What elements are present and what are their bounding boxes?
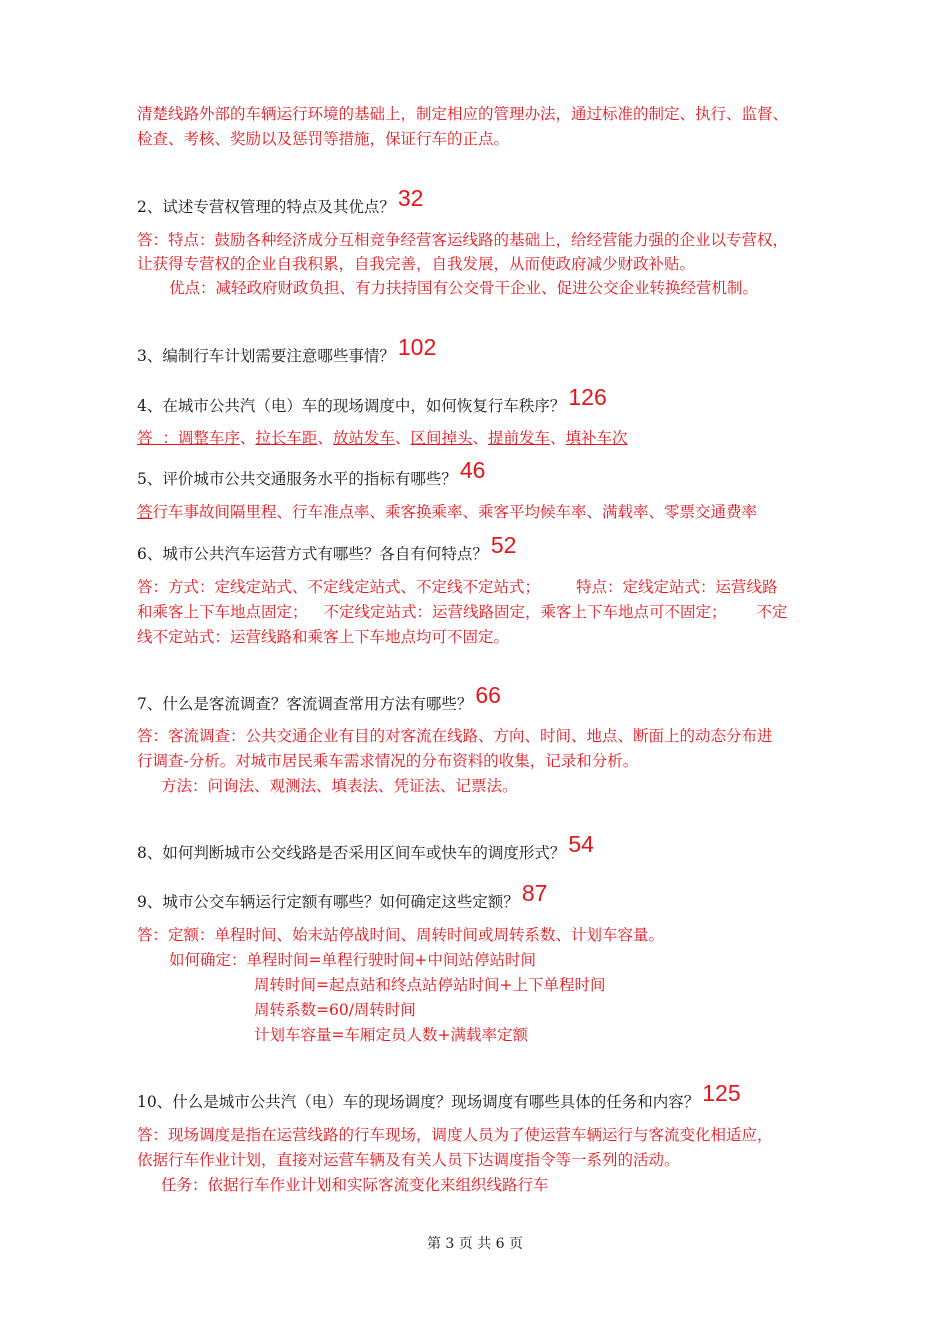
answer-4: [137, 427, 827, 449]
answer-4-item: 调整车序: [177, 429, 240, 447]
answer-4-separator: 、: [394, 429, 411, 447]
answer-4-item: 填补车次: [565, 429, 628, 447]
question-6-page-ref: 52: [490, 532, 517, 558]
answer-6-methods: 答：方式：定线定站式、不定线定站式、不定线不定站式；: [137, 578, 541, 596]
answer-6-fixed: 和乘客上下车地点固定；: [137, 603, 308, 621]
answer-6-line-1: [137, 576, 827, 598]
answer-4-item: 区间掉头: [410, 429, 473, 447]
question-10-page-ref: 125: [702, 1080, 741, 1106]
intro-line-1: 清楚线路外部的车辆运行环境的基础上，制定相应的管理办法，通过标准的制定、执行、监督、: [137, 105, 789, 123]
answer-9-line-2: 如何确定：单程时间=单程行驶时间+中间站停站时间: [169, 951, 536, 969]
answer-5: [137, 501, 827, 523]
answer-9-line-4: 周转系数=60/周转时间: [254, 1001, 416, 1019]
answer-4-separator: 、: [472, 429, 488, 447]
question-2-page-ref: 32: [397, 185, 424, 211]
answer-10-line-3: 任务：依据行车作业计划和实际客流变化来组织线路行车: [161, 1176, 549, 1194]
answer-6-line-3: 线不定站式：运营线路和乘客上下车地点均可不固定。: [137, 628, 510, 646]
intro-line-2: 检查、考核、奖励以及惩罚等措施，保证行车的正点。: [137, 130, 510, 148]
question-5-text: 5、评价城市公共交通服务水平的指标有哪些？: [137, 470, 457, 488]
answer-7-line-3: 方法：问询法、观测法、填表法、凭证法、记票法。: [161, 777, 518, 795]
answer-10-line-1: 答：现场调度是指在运营线路的行车现场，调度人员为了使运营车辆运行与客流变化相适应，: [137, 1126, 773, 1144]
question-4: [137, 384, 827, 417]
question-7-text: 7、什么是客流调查？客流调查常用方法有哪些？: [137, 695, 473, 713]
answer-7-line-1: 答：客流调查：公共交通企业有目的对客流在线路、方向、时间、地点、断面上的动态分布进: [137, 727, 773, 745]
answer-4-prefix: 答 ：: [137, 429, 178, 447]
answer-7-line-2: 行调查-分析。对城市居民乘车需求情况的分布资料的收集，记录和分析。: [137, 752, 639, 770]
answer-2-line-2: 让获得专营权的企业自我积累，自我完善，自我发展，从而使政府减少财政补贴。: [137, 255, 696, 273]
answer-4-item: 拉长车距: [255, 429, 318, 447]
answer-2-line-1: 答：特点：鼓励各种经济成分互相竞争经营客运线路的基础上，给经营能力强的企业以专营权，: [137, 231, 789, 249]
question-5-page-ref: 46: [459, 457, 486, 483]
question-7-page-ref: 66: [475, 682, 501, 708]
answer-4-separator: 、: [317, 429, 333, 447]
question-6: [137, 532, 827, 565]
answer-4-item: 放站发车: [332, 429, 395, 447]
answer-6-not-fixed-start: 不定: [756, 603, 788, 621]
question-4-page-ref: 126: [568, 384, 607, 410]
answer-6-semi-fixed: 不定线定站式：运营线路固定，乘客上下车地点可不固定；: [323, 603, 727, 621]
question-2-text: 2、试述专营权管理的特点及其优点？: [137, 198, 395, 216]
question-3-page-ref: 102: [397, 334, 437, 360]
question-3-text: 3、编制行车计划需要注意哪些事情？: [137, 347, 395, 365]
question-7: [137, 682, 827, 715]
answer-6-features: 特点：定线定站式：运营线路: [576, 578, 778, 596]
answer-5-prefix: 答: [137, 503, 153, 521]
answer-10-line-2: 依据行车作业计划，直接对运营车辆及有关人员下达调度指令等一系列的活动。: [137, 1151, 680, 1169]
answer-4-separator: 、: [550, 429, 566, 447]
question-6-text: 6、城市公共汽车运营方式有哪些？各自有何特点？: [137, 545, 488, 563]
answer-6-line-2: [137, 601, 827, 623]
question-10-text: 10、什么是城市公共汽（电）车的现场调度？现场调度有哪些具体的任务和内容？: [137, 1093, 700, 1111]
question-9-page-ref: 87: [521, 880, 548, 906]
answer-9-line-1: 答：定额：单程时间、始末站停战时间、周转时间或周转系数、计划车容量。: [137, 926, 665, 944]
answer-4-separator: 、: [239, 429, 256, 447]
answer-5-text: 行车事故间隔里程、行车准点率、乘客换乘率、乘客平均候车率、满载率、零票交通费率: [152, 503, 758, 521]
question-10: [137, 1080, 827, 1113]
question-5: [137, 457, 827, 490]
answer-9-line-3: 周转时间=起点站和终点站停站时间+上下单程时间: [254, 976, 606, 994]
question-3: [137, 334, 827, 367]
question-9-text: 9、城市公交车辆运行定额有哪些？如何确定这些定额？: [137, 893, 519, 911]
answer-9-line-5: 计划车容量=车厢定员人数+满载率定额: [254, 1026, 528, 1044]
question-9: [137, 880, 827, 913]
question-8-page-ref: 54: [568, 831, 594, 857]
answer-2-line-3: 优点：减轻政府财政负担、有力扶持国有公交骨干企业、促进公交企业转换经营机制。: [169, 279, 759, 297]
question-2: [137, 185, 827, 218]
question-4-text: 4、在城市公共汽（电）车的现场调度中，如何恢复行车秩序？: [137, 397, 566, 415]
question-8-text: 8、如何判断城市公交线路是否采用区间车或快车的调度形式？: [137, 844, 566, 862]
answer-4-item: 提前发车: [487, 429, 550, 447]
page-footer: 第 3 页 共 6 页: [426, 1236, 524, 1252]
question-8: [137, 831, 827, 864]
